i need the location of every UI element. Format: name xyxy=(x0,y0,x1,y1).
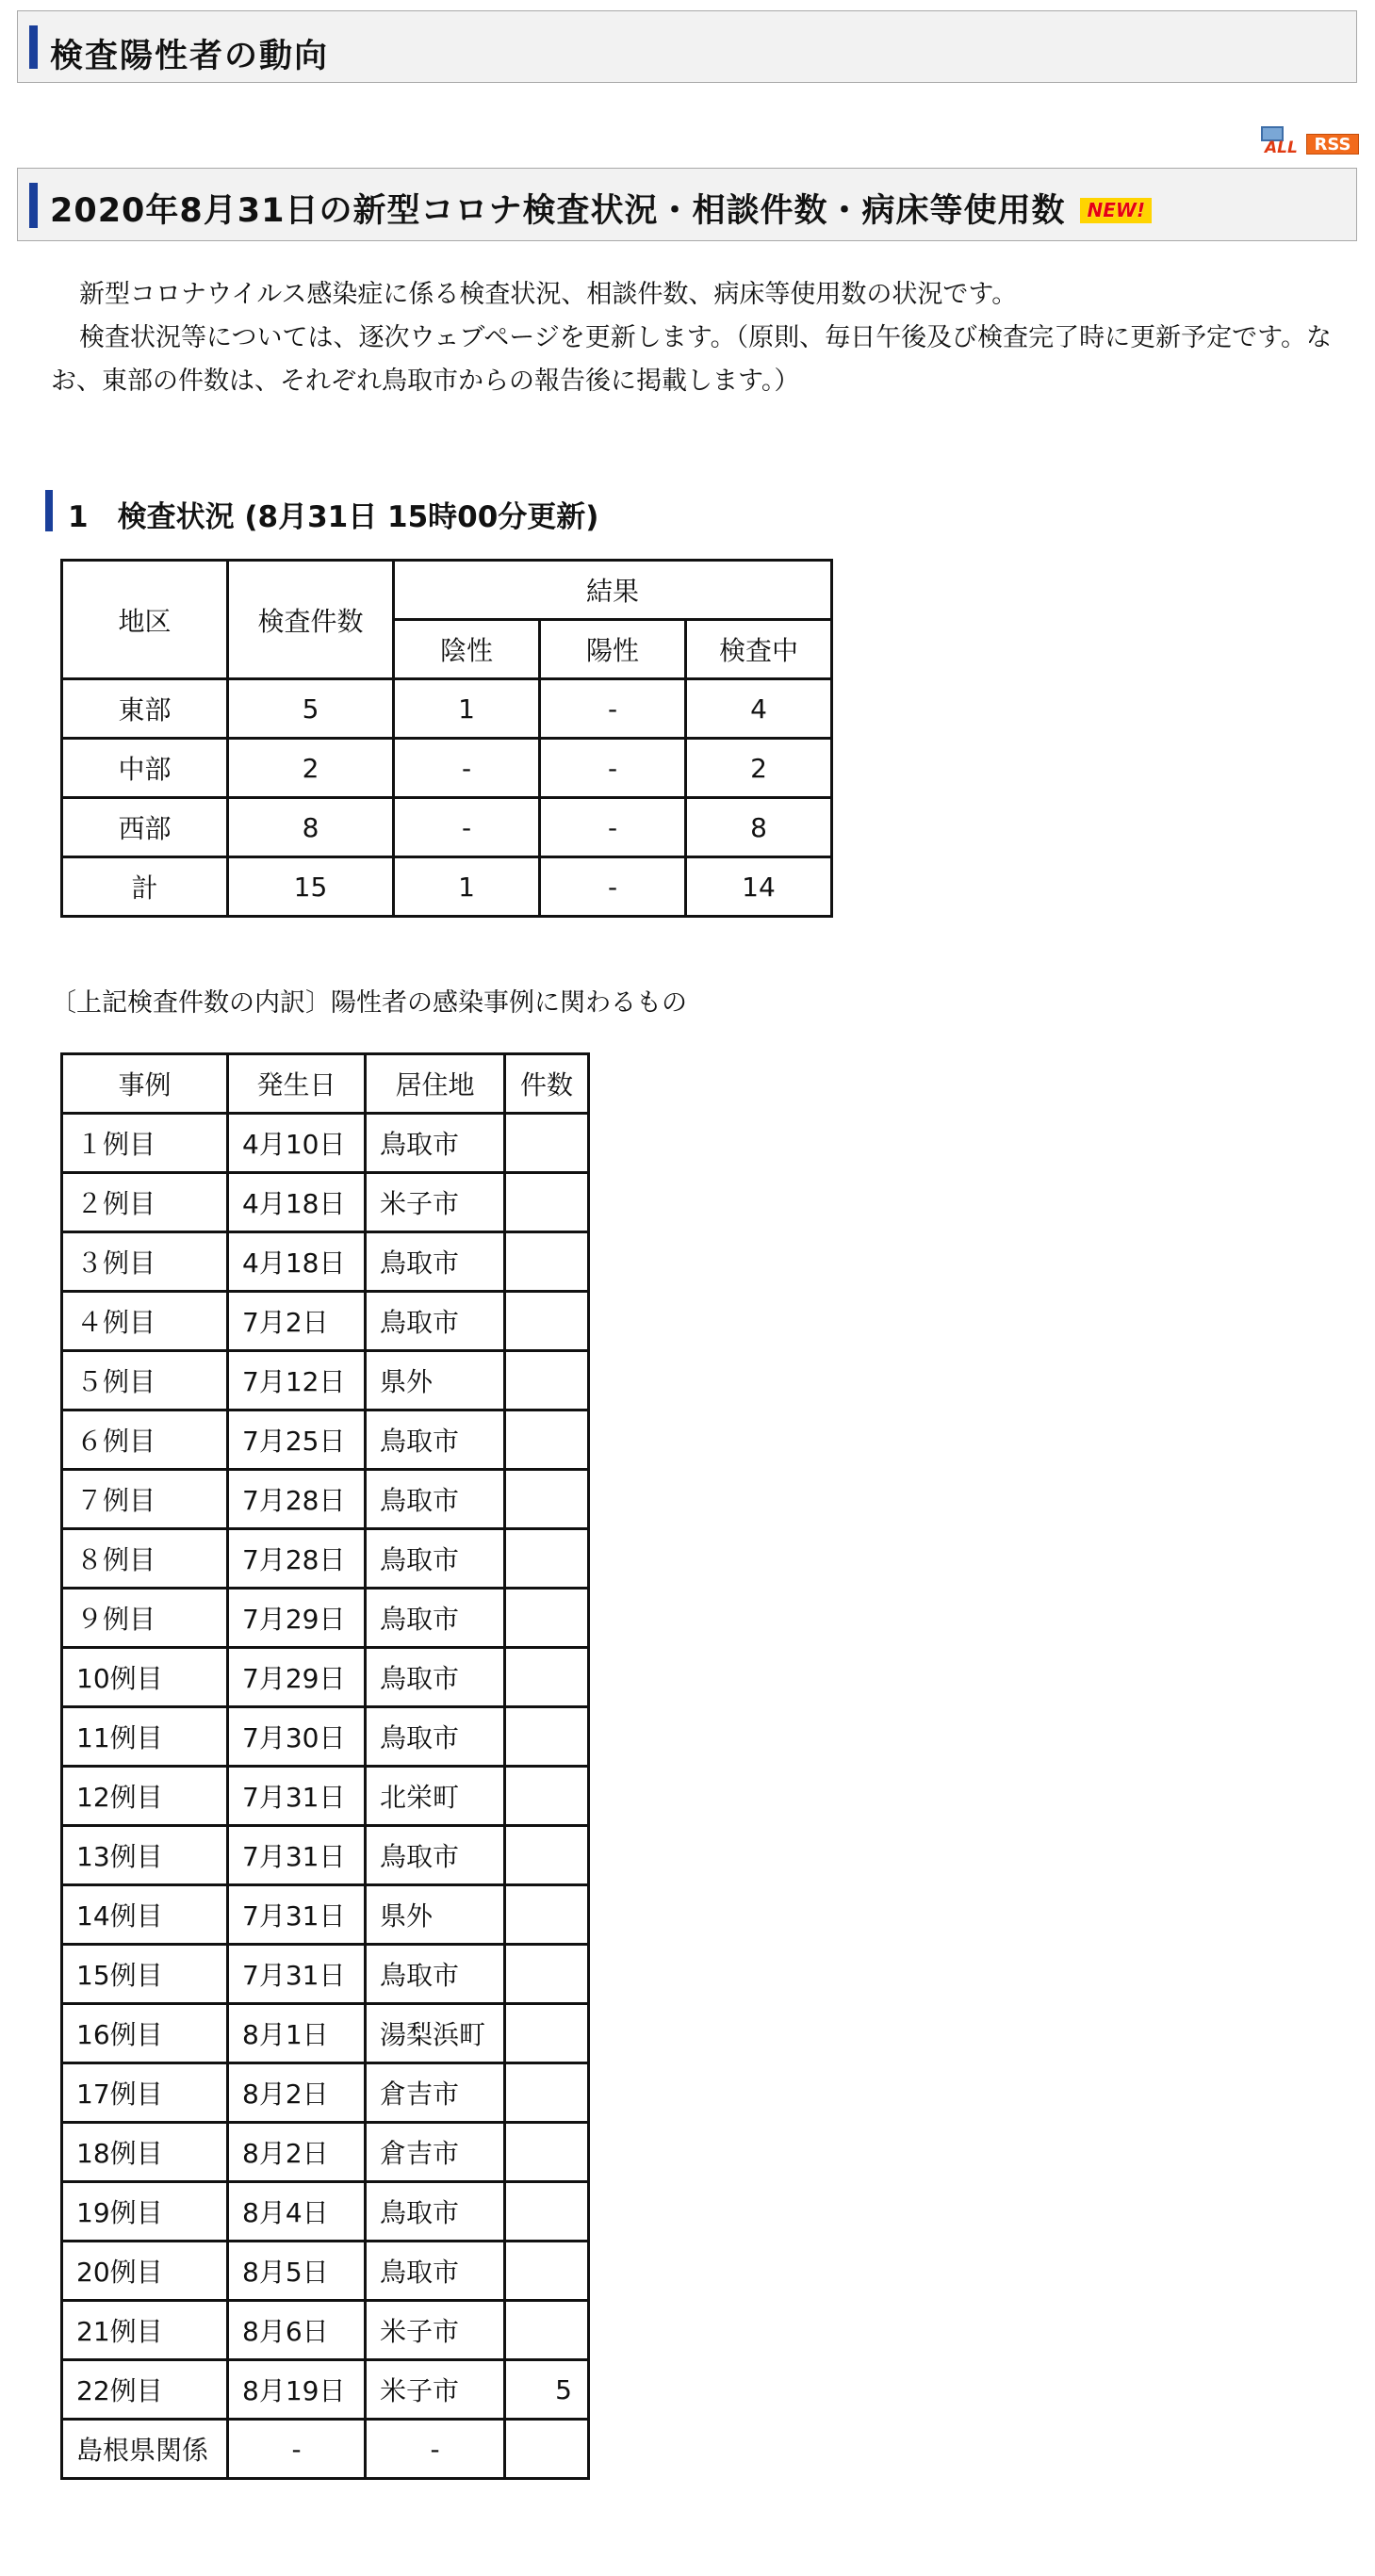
case-cell-residence: 米子市 xyxy=(366,2301,505,2360)
table-row xyxy=(62,2063,589,2123)
article-title: 2020年8月31日の新型コロナ検査状況・相談件数・病床等使用数 xyxy=(50,192,1066,230)
breakdown-note: 〔上記検査件数の内訳〕陽性者の感染事例に関わるもの xyxy=(51,988,687,1018)
case-cell-count xyxy=(505,1173,589,1232)
case-cell-case: １例目 xyxy=(62,1114,228,1173)
header-case-count: 件数 xyxy=(505,1054,589,1114)
case-cell-residence: 鳥取市 xyxy=(366,1529,505,1589)
case-cell-date: 8月2日 xyxy=(228,2123,366,2182)
case-cell-residence: 鳥取市 xyxy=(366,1114,505,1173)
case-cell-residence: 鳥取市 xyxy=(366,1292,505,1351)
case-cell-count xyxy=(505,2301,589,2360)
case-cell-date: 7月28日 xyxy=(228,1529,366,1589)
case-cell-case: 11例目 xyxy=(62,1707,228,1767)
case-table xyxy=(60,1052,590,2480)
case-cell-date: 7月31日 xyxy=(228,1826,366,1885)
case-cell-count xyxy=(505,1292,589,1351)
case-cell-count xyxy=(505,2004,589,2063)
case-cell-residence: 倉吉市 xyxy=(366,2123,505,2182)
case-cell-count xyxy=(505,1589,589,1648)
case-cell-count xyxy=(505,1351,589,1410)
case-cell-date: 4月18日 xyxy=(228,1232,366,1292)
case-cell-date: 4月18日 xyxy=(228,1173,366,1232)
header-case: 事例 xyxy=(62,1054,228,1114)
table-row xyxy=(62,1767,589,1826)
case-cell-case: ８例目 xyxy=(62,1529,228,1589)
case-cell-case: 22例目 xyxy=(62,2360,228,2420)
header-positive: 陽性 xyxy=(540,620,686,679)
case-cell-residence: 県外 xyxy=(366,1351,505,1410)
case-cell-count xyxy=(505,2242,589,2301)
header-date: 発生日 xyxy=(228,1054,366,1114)
case-cell-residence: 鳥取市 xyxy=(366,1589,505,1648)
table-row: 西部 8 - - 8 xyxy=(62,798,832,857)
case-cell-count: 5 xyxy=(505,2360,589,2420)
table-row xyxy=(62,1232,589,1292)
case-cell-count xyxy=(505,1470,589,1529)
case-cell-residence: 県外 xyxy=(366,1885,505,1945)
table-row xyxy=(62,1114,589,1173)
table-row: 東部 5 1 - 4 xyxy=(62,679,832,739)
table-row xyxy=(62,1351,589,1410)
case-cell-residence: 鳥取市 xyxy=(366,2242,505,2301)
table-row xyxy=(62,2182,589,2242)
page-heading: 検査陽性者の動向 xyxy=(50,38,330,75)
case-cell-count xyxy=(505,2420,589,2479)
all-feed-icon[interactable] xyxy=(1257,126,1302,155)
case-cell-residence: 倉吉市 xyxy=(366,2063,505,2123)
case-cell-residence: 米子市 xyxy=(366,2360,505,2420)
case-cell-count xyxy=(505,1885,589,1945)
table-row xyxy=(62,1885,589,1945)
case-cell-residence: 鳥取市 xyxy=(366,1648,505,1707)
case-cell-date: 7月2日 xyxy=(228,1292,366,1351)
table-row xyxy=(62,1173,589,1232)
article-title-line xyxy=(50,185,1152,232)
case-cell-date: 7月31日 xyxy=(228,1945,366,2004)
case-cell-case: 18例目 xyxy=(62,2123,228,2182)
case-cell-count xyxy=(505,2182,589,2242)
intro-paragraph-1: 新型コロナウイルス感染症に係る検査状況、相談件数、病床等使用数の状況です。 xyxy=(79,280,1018,309)
case-cell-date: 8月1日 xyxy=(228,2004,366,2063)
case-cell-case: 13例目 xyxy=(62,1826,228,1885)
case-cell-count xyxy=(505,1767,589,1826)
table-row xyxy=(62,2301,589,2360)
case-cell-case: 島根県関係 xyxy=(62,2420,228,2479)
case-cell-residence: 湯梨浜町 xyxy=(366,2004,505,2063)
header-count: 検査件数 xyxy=(228,561,394,679)
case-cell-count xyxy=(505,1529,589,1589)
case-cell-date: 4月10日 xyxy=(228,1114,366,1173)
title-accent-bar xyxy=(29,183,38,228)
case-cell-date: 7月31日 xyxy=(228,1885,366,1945)
case-cell-count xyxy=(505,2063,589,2123)
table-row xyxy=(62,1410,589,1470)
section-title: 1 検査状況 (8月31日 15時00分更新) xyxy=(68,500,599,534)
case-cell-count xyxy=(505,1232,589,1292)
table-row xyxy=(62,2123,589,2182)
table-row xyxy=(62,1292,589,1351)
heading-accent-bar xyxy=(29,25,38,69)
case-cell-residence: 鳥取市 xyxy=(366,2182,505,2242)
rss-feed-icon[interactable]: RSS xyxy=(1306,134,1359,155)
case-cell-residence: 鳥取市 xyxy=(366,1826,505,1885)
table-row xyxy=(62,1945,589,2004)
header-pending: 検査中 xyxy=(686,620,832,679)
case-cell-count xyxy=(505,1945,589,2004)
case-cell-residence: 鳥取市 xyxy=(366,1410,505,1470)
table-row: 中部 2 - - 2 xyxy=(62,739,832,798)
table-row xyxy=(62,1589,589,1648)
all-feed-label: ALL xyxy=(1265,139,1298,157)
case-cell-case: 19例目 xyxy=(62,2182,228,2242)
case-cell-case: ６例目 xyxy=(62,1410,228,1470)
case-cell-case: 12例目 xyxy=(62,1767,228,1826)
case-cell-count xyxy=(505,1648,589,1707)
case-cell-date: 7月28日 xyxy=(228,1470,366,1529)
case-cell-case: 16例目 xyxy=(62,2004,228,2063)
case-cell-date: 7月12日 xyxy=(228,1351,366,1410)
intro-paragraph-2: 検査状況等については、逐次ウェブページを更新します。（原則、毎日午後及び検査完了時に更新予定です。なお、東部の件数は、それぞれ鳥取市からの報告後に掲載します。） xyxy=(51,323,1332,396)
case-cell-case: 14例目 xyxy=(62,1885,228,1945)
test-status-table xyxy=(60,559,833,918)
case-cell-case: 17例目 xyxy=(62,2063,228,2123)
case-cell-case: ９例目 xyxy=(62,1589,228,1648)
case-cell-count xyxy=(505,1410,589,1470)
header-result: 結果 xyxy=(394,561,832,620)
case-cell-case: ３例目 xyxy=(62,1232,228,1292)
case-cell-date: 7月25日 xyxy=(228,1410,366,1470)
case-cell-date: - xyxy=(228,2420,366,2479)
case-cell-count xyxy=(505,2123,589,2182)
case-cell-residence: 米子市 xyxy=(366,1173,505,1232)
case-cell-date: 8月6日 xyxy=(228,2301,366,2360)
intro-text xyxy=(51,273,1333,403)
case-cell-count xyxy=(505,1826,589,1885)
case-cell-case: ５例目 xyxy=(62,1351,228,1410)
case-cell-residence: - xyxy=(366,2420,505,2479)
case-cell-date: 8月19日 xyxy=(228,2360,366,2420)
table-row xyxy=(62,2242,589,2301)
section-accent-bar xyxy=(45,490,53,531)
case-cell-case: 20例目 xyxy=(62,2242,228,2301)
case-cell-count xyxy=(505,1114,589,1173)
case-cell-case: ２例目 xyxy=(62,1173,228,1232)
header-region: 地区 xyxy=(62,561,228,679)
header-negative: 陰性 xyxy=(394,620,540,679)
case-cell-date: 8月2日 xyxy=(228,2063,366,2123)
case-cell-case: ４例目 xyxy=(62,1292,228,1351)
case-cell-case: 10例目 xyxy=(62,1648,228,1707)
case-cell-date: 7月31日 xyxy=(228,1767,366,1826)
case-cell-residence: 北栄町 xyxy=(366,1767,505,1826)
case-cell-date: 7月29日 xyxy=(228,1589,366,1648)
page-heading-box xyxy=(17,10,1357,83)
case-cell-date: 7月29日 xyxy=(228,1648,366,1707)
table-row xyxy=(62,1529,589,1589)
case-cell-date: 7月30日 xyxy=(228,1707,366,1767)
table-row xyxy=(62,2420,589,2479)
table-row xyxy=(62,1707,589,1767)
case-cell-date: 8月5日 xyxy=(228,2242,366,2301)
table-row xyxy=(62,1648,589,1707)
table-row-total: 計 15 1 - 14 xyxy=(62,857,832,917)
case-cell-residence: 鳥取市 xyxy=(366,1707,505,1767)
case-cell-residence: 鳥取市 xyxy=(366,1470,505,1529)
table-row xyxy=(62,1826,589,1885)
case-cell-residence: 鳥取市 xyxy=(366,1945,505,2004)
table-row xyxy=(62,2004,589,2063)
table-row xyxy=(62,2360,589,2420)
case-cell-date: 8月4日 xyxy=(228,2182,366,2242)
article-title-box xyxy=(17,168,1357,241)
table-row xyxy=(62,1470,589,1529)
case-cell-residence: 鳥取市 xyxy=(366,1232,505,1292)
case-cell-case: 21例目 xyxy=(62,2301,228,2360)
header-residence: 居住地 xyxy=(366,1054,505,1114)
new-badge: NEW! xyxy=(1080,198,1152,223)
case-table-body xyxy=(62,1114,589,2479)
case-cell-case: ７例目 xyxy=(62,1470,228,1529)
case-cell-count xyxy=(505,1707,589,1767)
case-cell-case: 15例目 xyxy=(62,1945,228,2004)
